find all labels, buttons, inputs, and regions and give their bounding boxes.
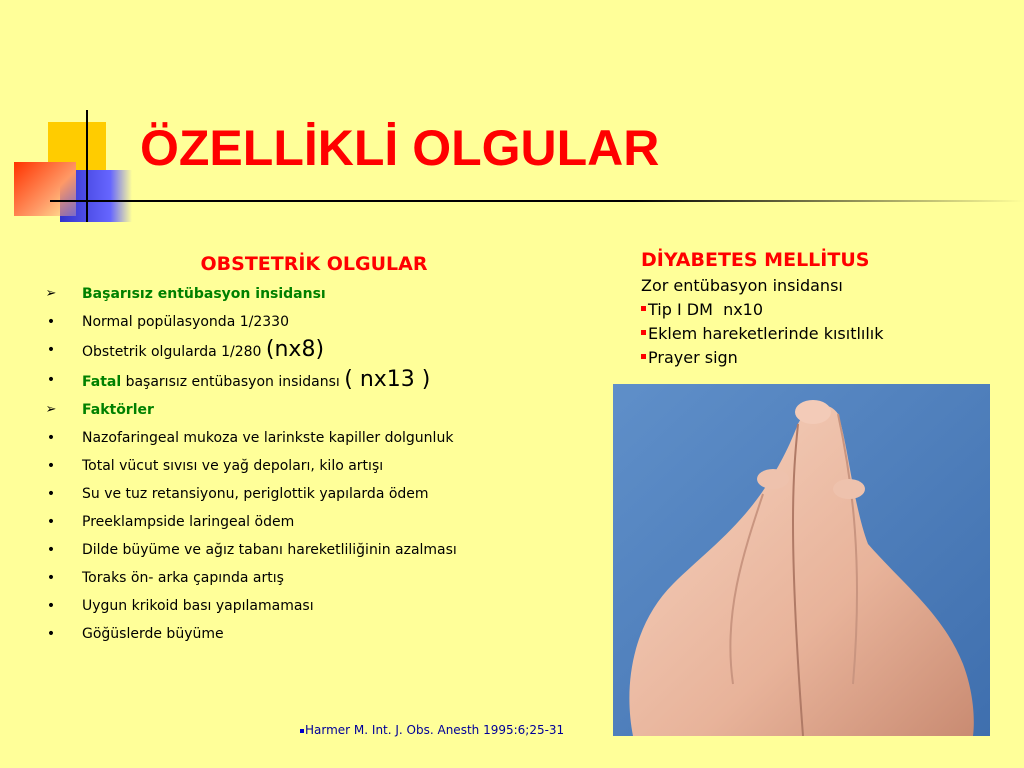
reference-text: Harmer M. Int. J. Obs. Anesth 1995:6;25-31 bbox=[305, 723, 565, 737]
bullet-icon: • bbox=[46, 314, 56, 330]
obstetric-list-item bbox=[44, 367, 584, 392]
item-text: Su ve tuz retansiyonu, periglottik yapılarda ödem bbox=[82, 486, 429, 502]
square-bullet-icon bbox=[641, 354, 646, 359]
bullet-icon: • bbox=[46, 598, 56, 614]
item-text: ( nx13 ) bbox=[344, 367, 431, 392]
obstetric-list-item bbox=[44, 484, 584, 504]
item-text: Nazofaringeal mukoza ve larinkste kapiller dolgunluk bbox=[82, 430, 454, 446]
item-text: Uygun krikoid bası yapılamaması bbox=[82, 598, 314, 614]
bullet-icon: • bbox=[46, 430, 56, 446]
item-text: Preeklampside laringeal ödem bbox=[82, 514, 295, 530]
item-text: başarısız entübasyon insidansı bbox=[121, 374, 345, 390]
item-text: Dilde büyüme ve ağız tabanı hareketliliğinin azalması bbox=[82, 542, 457, 558]
arrow-bullet-icon: ➢ bbox=[45, 402, 57, 417]
item-text: Total vücut sıvısı ve yağ depoları, kilo artışı bbox=[82, 458, 384, 474]
diabetes-list-item bbox=[641, 298, 981, 322]
decor-vertical-line bbox=[86, 110, 88, 222]
square-bullet-icon bbox=[641, 306, 646, 311]
decor-red-square bbox=[14, 162, 76, 216]
square-bullet-icon bbox=[641, 330, 646, 335]
item-text: (nx8) bbox=[265, 337, 325, 362]
obstetric-list-item bbox=[44, 568, 584, 588]
diabetes-list-item bbox=[641, 346, 981, 370]
diabetes-section bbox=[641, 246, 981, 370]
diabetes-heading: DİYABETES MELLİTUS bbox=[641, 249, 870, 271]
bullet-icon: • bbox=[46, 372, 56, 388]
obstetric-list-item bbox=[44, 400, 584, 420]
bullet-icon: • bbox=[46, 486, 56, 502]
item-text: Tip I DM nx10 bbox=[648, 300, 764, 319]
page-title: ÖZELLİKLİ OLGULAR bbox=[140, 120, 660, 176]
diabetes-list bbox=[641, 298, 981, 370]
item-text: Prayer sign bbox=[648, 348, 738, 367]
item-text: Başarısız entübasyon insidansı bbox=[82, 286, 326, 302]
reference-citation bbox=[300, 723, 564, 737]
bullet-icon: • bbox=[46, 570, 56, 586]
obstetric-list-item bbox=[44, 512, 584, 532]
item-text: Göğüslerde büyüme bbox=[82, 626, 224, 642]
item-text: Eklem hareketlerinde kısıtlılık bbox=[648, 324, 884, 343]
bullet-icon: • bbox=[46, 514, 56, 530]
obstetric-list bbox=[44, 284, 584, 644]
obstetric-list-item bbox=[44, 337, 584, 362]
obstetric-list-item bbox=[44, 540, 584, 560]
diabetes-subtitle: Zor entübasyon insidansı bbox=[641, 276, 843, 295]
item-text: Obstetrik olgularda 1/280 bbox=[82, 344, 266, 360]
diabetes-list-item bbox=[641, 322, 981, 346]
obstetric-list-item bbox=[44, 428, 584, 448]
obstetric-list-item bbox=[44, 456, 584, 476]
obstetric-list-item bbox=[44, 596, 584, 616]
obstetric-list-item bbox=[44, 624, 584, 644]
bullet-icon: • bbox=[46, 542, 56, 558]
bullet-icon: • bbox=[46, 626, 56, 642]
item-text: Faktörler bbox=[82, 402, 154, 418]
item-text: Normal popülasyonda 1/2330 bbox=[82, 314, 289, 330]
obstetric-list-item bbox=[44, 312, 584, 332]
square-bullet-icon bbox=[300, 729, 304, 733]
obstetric-list-item bbox=[44, 284, 584, 304]
prayer-sign-hands-photo bbox=[613, 384, 990, 736]
bullet-icon: • bbox=[46, 458, 56, 474]
title-divider bbox=[50, 200, 1024, 202]
item-text: Fatal bbox=[82, 374, 122, 390]
obstetric-section bbox=[44, 250, 584, 652]
arrow-bullet-icon: ➢ bbox=[45, 286, 57, 301]
item-text: Toraks ön- arka çapında artış bbox=[82, 570, 284, 586]
obstetric-heading: OBSTETRİK OLGULAR bbox=[200, 253, 428, 275]
bullet-icon: • bbox=[46, 342, 56, 358]
